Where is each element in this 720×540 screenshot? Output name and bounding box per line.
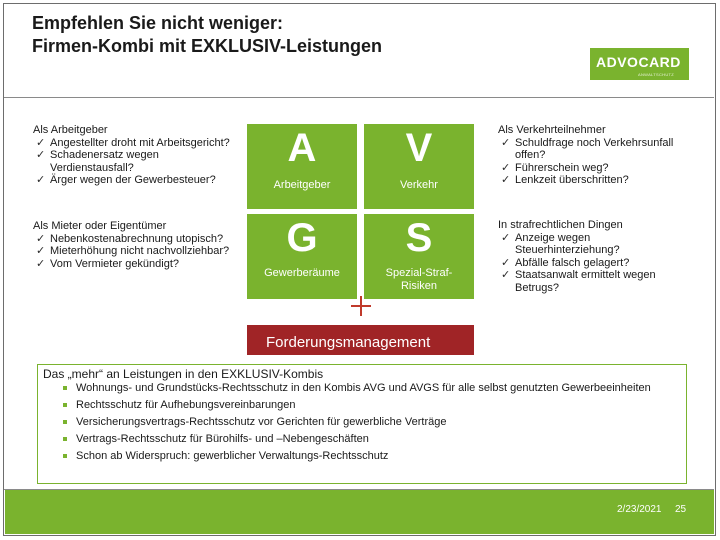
- title-line-1: Empfehlen Sie nicht weniger:: [32, 13, 284, 33]
- logo-brand-b: CARD: [638, 54, 681, 70]
- criminal-heading: In strafrechtlichen Dingen: [498, 219, 623, 231]
- check-icon: ✓: [36, 245, 46, 257]
- box-item-text: Rechtsschutz für Aufhebungsvereinbarungen: [76, 399, 296, 411]
- list-item: [498, 174, 703, 187]
- tile-letter: S: [405, 216, 433, 260]
- check-icon: ✓: [501, 136, 511, 149]
- list-item: [33, 149, 238, 174]
- list-item-text: Schadenersatz wegen Verdienstausfall?: [50, 149, 159, 174]
- tile-label: Spezial-Straf-Risiken: [385, 267, 453, 292]
- tile-label: Verkehr: [400, 179, 438, 191]
- box-list-item: [62, 416, 662, 429]
- logo-brand-a: ADVO: [596, 54, 639, 70]
- check-icon: ✓: [36, 257, 46, 270]
- traffic-heading: Als Verkehrteilnehmer: [498, 124, 606, 136]
- top-divider: [4, 97, 714, 98]
- list-item-text: Ärger wegen der Gewerbesteuer?: [50, 174, 216, 186]
- forderungsmanagement-label: Forderungsmanagement: [266, 334, 431, 351]
- check-icon: ✓: [36, 232, 46, 245]
- employer-heading: Als Arbeitgeber: [33, 124, 108, 136]
- title-line-2: Firmen-Kombi mit EXKLUSIV-Leistungen: [32, 36, 383, 56]
- list-item: [33, 233, 233, 246]
- check-icon: ✓: [501, 269, 511, 281]
- slide-title: [32, 12, 382, 58]
- tile-gewerberaeume: [247, 214, 357, 299]
- check-icon: ✓: [36, 136, 46, 149]
- list-item-text: Schuldfrage noch Verkehrsunfall offen?: [515, 136, 674, 161]
- page-number: 25: [675, 504, 687, 515]
- box-heading: Das „mehr“ an Leistungen in den EXKLUSIV-Kombis: [43, 367, 324, 381]
- tile-letter: G: [286, 216, 318, 260]
- square-bullet-icon: [63, 420, 67, 424]
- box-item-text: Vertrags-Rechtsschutz für Bürohilfs- und –Nebengeschäften: [76, 433, 369, 445]
- list-item-text: Lenkzeit überschritten?: [515, 174, 629, 186]
- tile-label: Gewerberäume: [264, 267, 340, 279]
- tile-label: Arbeitgeber: [273, 179, 331, 191]
- list-item-text: Vom Vermieter gekündigt?: [50, 257, 180, 270]
- list-item-text: Angestellter droht mit Arbeitsgericht?: [50, 136, 230, 149]
- box-list-item: [62, 399, 662, 412]
- list-item: [33, 174, 238, 187]
- plus-icon: [351, 296, 371, 316]
- tenant-heading: Als Mieter oder Eigentümer: [33, 220, 167, 232]
- employer-block: [33, 124, 238, 187]
- tile-letter: A: [287, 126, 317, 170]
- square-bullet-icon: [63, 403, 67, 407]
- logo-tagline: ANWALTSCHUTZ: [638, 72, 675, 77]
- check-icon: ✓: [501, 231, 511, 244]
- list-item: [498, 269, 683, 294]
- box-item-text: Schon ab Widerspruch: gewerblicher Verwaltungs-Rechtsschutz: [76, 450, 389, 462]
- logo-brand: [596, 54, 681, 70]
- forderungsmanagement-banner: [247, 325, 474, 355]
- criminal-block: [498, 219, 683, 294]
- box-item-text: Wohnungs- und Grundstücks-Rechtsschutz in den Kombis AVG und AVGS für alle selbst genutzten Gewerbeeinheiten: [76, 382, 651, 394]
- footer-bar: [5, 490, 714, 534]
- list-item: [33, 137, 238, 150]
- list-item: [33, 245, 233, 258]
- box-list-item: [62, 433, 662, 446]
- check-icon: ✓: [501, 256, 511, 269]
- footer-date: 2/23/2021: [617, 504, 662, 515]
- check-icon: ✓: [501, 161, 511, 174]
- box-item-text: Versicherungsvertrags-Rechtsschutz vor Gerichten für gewerbliche Verträge: [76, 416, 447, 428]
- tile-spezial-straf: [364, 214, 474, 299]
- list-item: [498, 257, 683, 270]
- tile-arbeitgeber: [247, 124, 357, 209]
- list-item: [498, 162, 703, 175]
- list-item: [498, 137, 703, 162]
- tenant-block: [33, 220, 233, 270]
- list-item-text: Anzeige wegen Steuerhinterziehung?: [515, 231, 620, 256]
- list-item-text: Abfälle falsch gelagert?: [515, 256, 630, 269]
- list-item-text: Nebenkostenabrechnung utopisch?: [50, 232, 224, 245]
- check-icon: ✓: [36, 174, 46, 186]
- square-bullet-icon: [63, 386, 67, 390]
- check-icon: ✓: [36, 149, 46, 161]
- list-item-text: Staatsanwalt ermittelt wegen Betrugs?: [515, 269, 656, 294]
- tile-verkehr: [364, 124, 474, 209]
- list-item-text: Führerschein weg?: [515, 161, 609, 174]
- list-item: [33, 258, 233, 271]
- list-item-text: Mieterhöhung nicht nachvollziehbar?: [50, 245, 230, 257]
- square-bullet-icon: [63, 454, 67, 458]
- tile-letter: V: [405, 126, 433, 170]
- traffic-block: [498, 124, 703, 187]
- check-icon: ✓: [501, 174, 511, 186]
- list-item: [498, 232, 683, 257]
- square-bullet-icon: [63, 437, 67, 441]
- plus-bar-vertical: [360, 296, 362, 316]
- box-list-item: [62, 382, 662, 395]
- box-list-item: [62, 450, 662, 463]
- advocard-logo: [590, 48, 689, 80]
- exklusiv-benefits-box: [37, 364, 687, 484]
